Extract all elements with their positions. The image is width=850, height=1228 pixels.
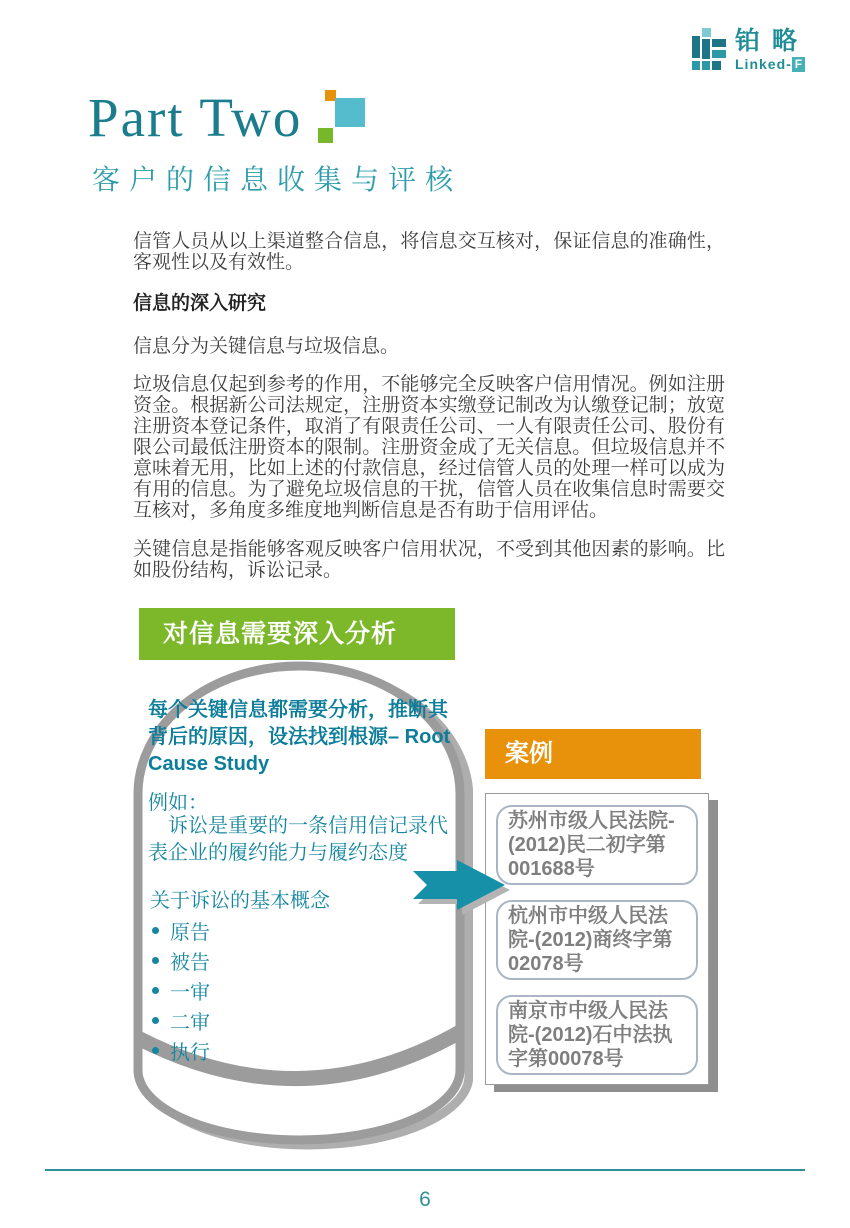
linked-f-logo-icon xyxy=(692,28,726,72)
list-item xyxy=(152,1035,210,1065)
case-title: 案例 xyxy=(485,729,701,779)
deco-square-cyan xyxy=(335,98,365,127)
list-item xyxy=(152,975,210,1005)
analysis-headline: 每个关键信息都需要分析，推断其背后的原因，设法找到根源– Root Cause Study xyxy=(148,699,451,775)
logo-name-en xyxy=(735,56,809,72)
paragraph-junk-info: 垃圾信息仅起到参考的作用，不能够完全反映客户信用情况。例如注册资金。根据新公司法规定，注册资本实缴登记制改为认缴登记制；放宽注册资本登记条件，取消了有限责任公司、一人有限责任公司、股份有限公司最低注册资本的限制。注册资金成了无关信息。但垃圾信息并不意味着无用，比如上述的付款信息，经过信管人员的处理一样可以成为有用的信息。为了避免垃圾信息的干扰，信管人员在收集信息时需要交互核对，多角度多维度地判断信息是否有助于信用评估。 xyxy=(133,374,725,521)
bullet-icon xyxy=(152,957,159,964)
page-number: 6 xyxy=(419,1188,431,1211)
concept-label: 一审 xyxy=(170,981,210,1004)
case-item: 南京市中级人民法院-(2012)石中法执字第00078号 xyxy=(496,995,698,1075)
case-panel xyxy=(485,793,709,1085)
example-label: 例如： xyxy=(148,792,208,814)
example-text: 诉讼是重要的一条信用信记录代表企业的履约能力与履约态度 xyxy=(148,815,448,864)
list-item xyxy=(152,945,210,975)
concepts-list xyxy=(152,915,210,1065)
case-item: 杭州市中级人民法院-(2012)商终字第02078号 xyxy=(496,900,698,980)
logo-f-badge: F xyxy=(792,57,805,72)
section-heading: 信息的深入研究 xyxy=(133,293,267,314)
logo-text xyxy=(735,28,809,72)
logo-name-cn: 铂略 xyxy=(735,27,810,55)
bullet-icon xyxy=(152,1017,159,1024)
concept-label: 执行 xyxy=(170,1041,210,1064)
deco-square-green xyxy=(318,128,333,143)
paragraph-intro: 信管人员从以上渠道整合信息，将信息交互核对，保证信息的准确性，客观性以及有效性。 xyxy=(133,231,725,273)
logo-en-prefix: Linked- xyxy=(735,56,792,72)
body-copy xyxy=(133,228,725,581)
page-subtitle: 客户的信息收集与评核 xyxy=(92,164,463,195)
bullet-icon xyxy=(152,927,159,934)
list-item xyxy=(152,1005,210,1035)
analysis-banner: 对信息需要深入分析 xyxy=(139,608,455,660)
bullet-icon xyxy=(152,987,159,994)
concept-label: 原告 xyxy=(170,921,210,944)
part-title: Part Two xyxy=(88,87,303,148)
concept-label: 二审 xyxy=(170,1011,210,1034)
bullet-icon xyxy=(152,1047,159,1054)
paragraph-classification: 信息分为关键信息与垃圾信息。 xyxy=(133,336,400,357)
footer-divider xyxy=(45,1169,805,1171)
brand-logo xyxy=(692,28,809,72)
right-arrow-icon xyxy=(413,860,513,916)
concept-label: 被告 xyxy=(170,951,210,974)
paragraph-key-info: 关键信息是指能够客观反映客户信用状况，不受到其他因素的影响。比如股份结构，诉讼记录。 xyxy=(133,539,725,581)
concepts-title: 关于诉讼的基本概念 xyxy=(150,890,330,912)
case-item: 苏州市级人民法院-(2012)民二初字第001688号 xyxy=(496,805,698,885)
list-item xyxy=(152,915,210,945)
